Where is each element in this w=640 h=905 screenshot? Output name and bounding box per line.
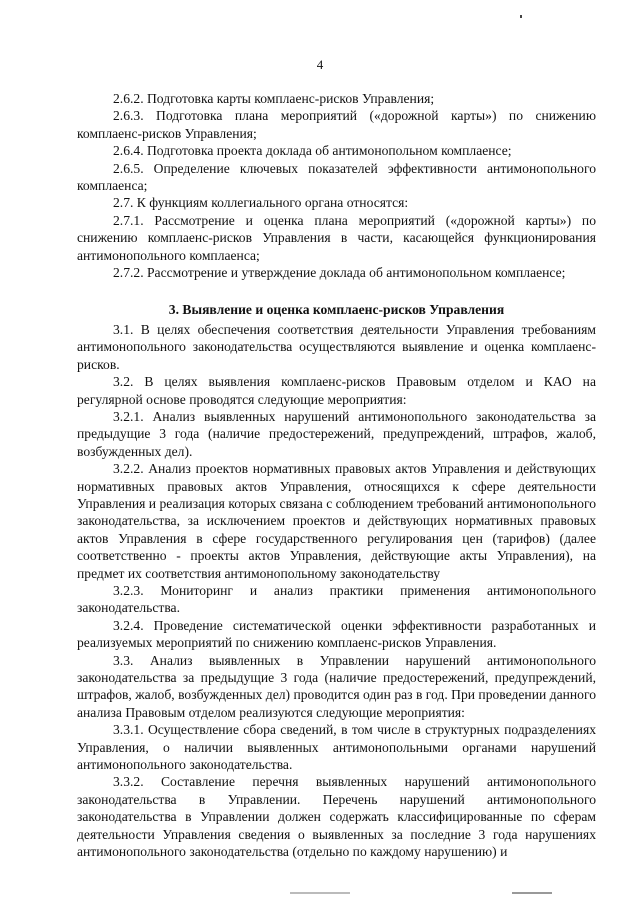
page-number: 4	[316, 57, 324, 72]
paragraph-3-1: 3.1. В целях обеспечения соответствия деятельности Управления требованиям антимонопольного законодательства осуществляются выявление и оценка комплаенс-рисков.	[77, 321, 596, 372]
scan-artifact	[290, 892, 350, 894]
paragraph-3-2-2: 3.2.2. Анализ проектов нормативных правовых актов Управления и действующих нормативных правовых актов Управления, относящихся к сфере деятельности Управления и реализация которых связана с соблюдением требований антимонопольного законодательства, за исключением проектов и действующих нормативных правовых актов Управления в сфере государственного регулирования цен (тарифов) (далее соответственно - проекты актов Управления, действующие акты Управления), на предмет их соответствия антимонопольному законодательству	[77, 461, 596, 581]
paragraph-3-2-1: 3.2.1. Анализ выявленных нарушений антимонопольного законодательства за предыдущие 3 года (наличие предостережений, предупреждений, штрафов, жалоб, возбужденных дел).	[77, 408, 596, 459]
paragraph-2-6-4: 2.6.4. Подготовка проекта доклада об антимонопольном комплаенсе;	[113, 143, 512, 159]
document-body	[77, 90, 596, 860]
scan-speck	[520, 15, 522, 18]
scan-artifact	[512, 892, 552, 894]
paragraph-3-3: 3.3. Анализ выявленных в Управлении нарушений антимонопольного законодательства за предыдущие 3 года (наличие предостережений, предупреждений, штрафов, жалоб, возбужденных дел) проводится один раз в год. При проведении данного анализа Правовым отделом реализуются следующие мероприятия:	[77, 652, 596, 720]
paragraph-3-2: 3.2. В целях выявления комплаенс-рисков Правовым отделом и КАО на регулярной основе проводятся следующие мероприятия:	[77, 374, 596, 407]
paragraph-2-6-2: 2.6.2. Подготовка карты комплаенс-рисков Управления;	[113, 91, 435, 106]
paragraph-3-2-4: 3.2.4. Проведение систематической оценки эффективности разработанных и реализуемых мероприятий по снижению комплаенс-рисков Управления.	[77, 617, 596, 651]
section-heading: 3. Выявление и оценка комплаенс-рисков Управления	[168, 302, 505, 318]
paragraph-2-7-1: 2.7.1. Рассмотрение и оценка плана мероприятий («дорожной карты») по снижению комплаенс-рисков Управления в части, касающейся функционирования антимонопольного комплаенса;	[77, 212, 596, 263]
paragraph-2-7-2: 2.7.2. Рассмотрение и утверждение доклада об антимонопольном комплаенсе;	[113, 265, 566, 281]
paragraph-3-3-1: 3.3.1. Осуществление сбора сведений, в том числе в структурных подразделениях Управления, о наличии выявленных антимонопольными органами нарушений антимонопольного законодательства.	[77, 722, 596, 773]
paragraph-2-6-5: 2.6.5. Определение ключевых показателей эффективности антимонопольного комплаенса;	[77, 160, 596, 194]
paragraph-3-2-3: 3.2.3. Мониторинг и анализ практики применения антимонопольного законодательства.	[77, 582, 596, 616]
paragraph-3-3-2: 3.3.2. Составление перечня выявленных нарушений антимонопольного законодательства в Управлении. Перечень нарушений антимонопольного законодательства в Управлении должен содержать классифицированные по сферам деятельности Управления сведения о выявленных за последние 3 года нарушениях антимонопольного законодательства (отдельно по каждому нарушению) и	[77, 774, 596, 860]
paragraph-2-6-3: 2.6.3. Подготовка плана мероприятий («дорожной карты») по снижению комплаенс-рисков Управления;	[77, 108, 596, 141]
paragraph-2-7: 2.7. К функциям коллегиального органа относятся:	[113, 195, 409, 211]
